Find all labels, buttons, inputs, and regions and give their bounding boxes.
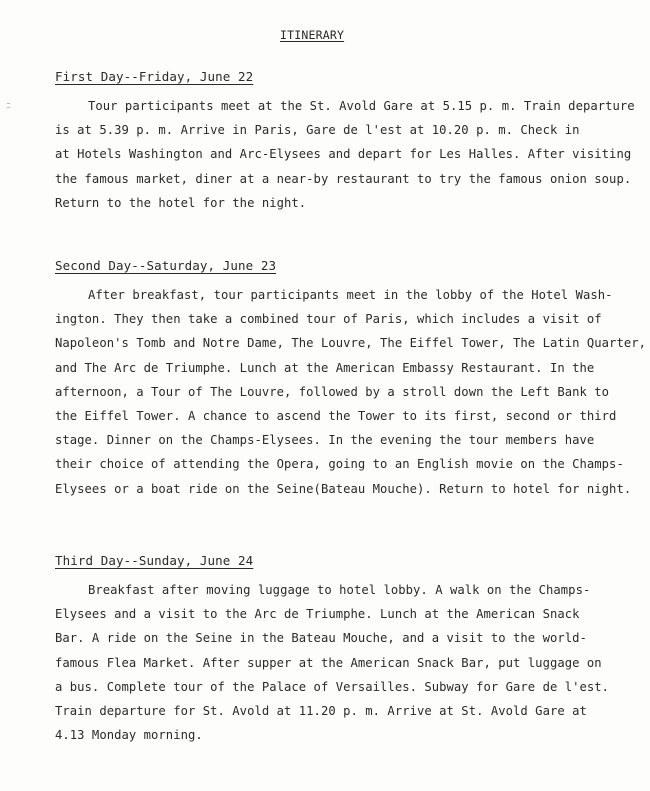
paragraph-line: Tour participants meet at the St. Avold Gare at 5.15 p. m. Train departure (88, 99, 635, 113)
section-third-day (55, 551, 615, 747)
paragraph-line: Napoleon's Tomb and Notre Dame, The Louvre, The Eiffel Tower, The Latin Quarter, (55, 336, 646, 351)
paragraph-line: famous Flea Market. After supper at the American Snack Bar, put luggage on (55, 655, 602, 670)
margin-mark (7, 103, 10, 104)
paragraph-line: afternoon, a Tour of The Louvre, followed by a stroll down the Left Bank to (55, 384, 610, 399)
paragraph-line: Train departure for St. Avold at 11.20 p. m. Arrive at St. Avold Gare at (55, 703, 587, 718)
paragraph-line: Elysees or a boat ride on the Seine(Bateau Mouche). Return to hotel for night. (55, 481, 632, 496)
paragraph-line: ington. They then take a combined tour of Paris, which includes a visit of (55, 312, 602, 327)
section-first-day (55, 67, 635, 215)
paragraph-line: the Eiffel Tower. A chance to ascend the Tower to its first, second or third (55, 408, 617, 423)
section-second-day (55, 256, 646, 501)
page-title: ITINERARY (280, 28, 345, 42)
paragraph-line: Bar. A ride on the Seine in the Bateau Mouche, and a visit to the world- (55, 631, 587, 646)
paragraph-line: Breakfast after moving luggage to hotel lobby. A walk on the Champs- (88, 583, 591, 597)
paragraph-line: is at 5.39 p. m. Arrive in Paris, Gare de l'est at 10.20 p. m. Check in (55, 123, 580, 138)
paragraph-line: at Hotels Washington and Arc-Elysees and depart for Les Halles. After visiting (55, 147, 632, 162)
paragraph-line: 4.13 Monday morning. (55, 728, 203, 743)
paragraph-line: their choice of attending the Opera, going to an English movie on the Champs- (55, 457, 624, 472)
paragraph-line: stage. Dinner on the Champs-Elysees. In the evening the tour members have (55, 433, 595, 448)
section-heading: Third Day--Sunday, June 24 (55, 553, 254, 568)
paragraph-line: Elysees and a visit to the Arc de Triumphe. Lunch at the American Snack (55, 607, 580, 622)
paragraph-line: Return to the hotel for the night. (55, 195, 307, 210)
section-paragraph (55, 578, 615, 747)
paragraph-line: the famous market, diner at a near-by restaurant to try the famous onion soup. (55, 171, 632, 186)
section-paragraph (55, 283, 646, 501)
paragraph-line: and The Arc de Triumphe. Lunch at the American Embassy Restaurant. In the (55, 360, 595, 375)
paragraph-line: After breakfast, tour participants meet in the lobby of the Hotel Wash- (88, 288, 613, 302)
paragraph-line: a bus. Complete tour of the Palace of Versailles. Subway for Gare de l'est. (55, 679, 610, 694)
section-heading: Second Day--Saturday, June 23 (55, 258, 277, 273)
section-paragraph (55, 94, 635, 215)
margin-mark (7, 107, 10, 108)
section-heading: First Day--Friday, June 22 (55, 69, 254, 84)
